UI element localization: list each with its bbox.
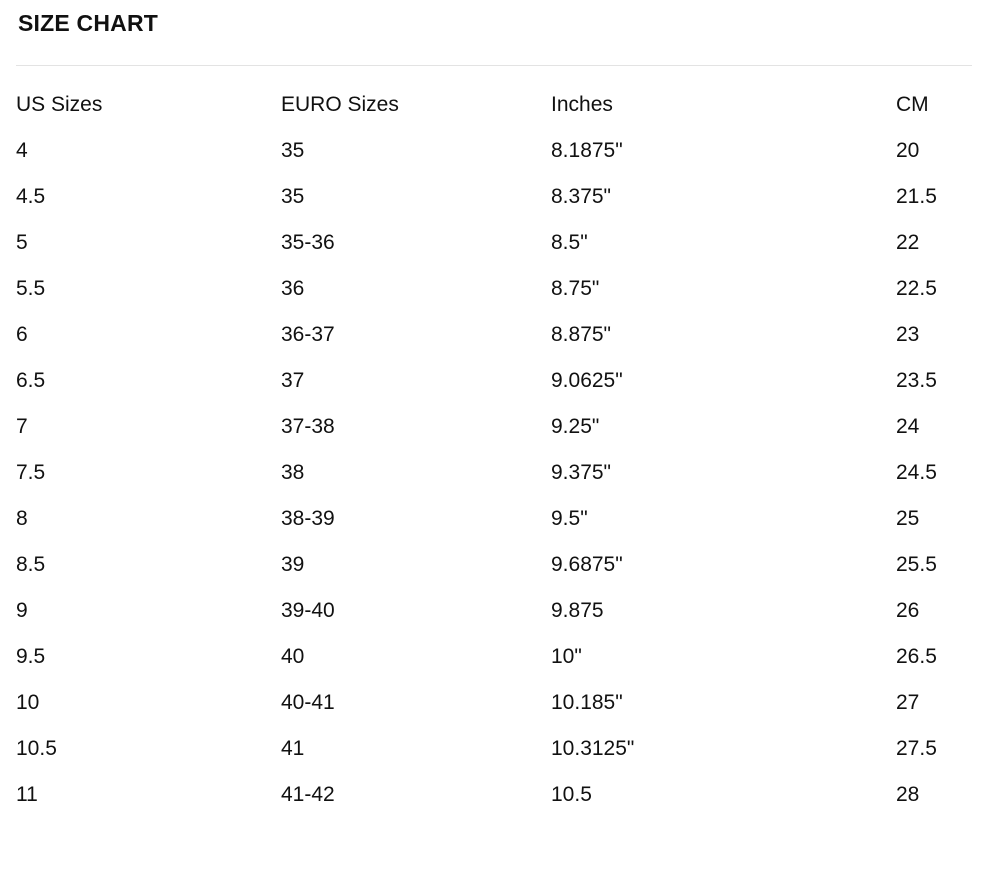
cell-cm: 23.5 [896, 369, 937, 392]
cell-euro-size: 37 [281, 369, 305, 392]
cell-us-size: 4 [16, 139, 28, 162]
cell-us-size: 10 [16, 691, 40, 714]
table-row [16, 174, 988, 220]
cell-euro-size: 39 [281, 553, 305, 576]
cell-us-size: 10.5 [16, 737, 57, 760]
table-row [16, 450, 988, 496]
page-title: SIZE CHART [18, 10, 158, 36]
cell-cm: 27 [896, 691, 920, 714]
cell-euro-size: 40 [281, 645, 305, 668]
cell-us-size: 9 [16, 599, 28, 622]
cell-inches: 10.185" [551, 691, 623, 714]
table-row [16, 404, 988, 450]
cell-inches: 9.875 [551, 599, 604, 622]
cell-inches: 10.5 [551, 783, 592, 806]
cell-us-size: 9.5 [16, 645, 46, 668]
cell-cm: 24 [896, 415, 920, 438]
cell-euro-size: 39-40 [281, 599, 335, 622]
cell-inches: 8.375" [551, 185, 612, 208]
cell-us-size: 6.5 [16, 369, 46, 392]
cell-cm: 21.5 [896, 185, 937, 208]
cell-inches: 8.875" [551, 323, 612, 346]
table-row [16, 772, 988, 818]
cell-cm: 26.5 [896, 645, 937, 668]
cell-us-size: 5 [16, 231, 28, 254]
table-row [16, 726, 988, 772]
cell-inches: 9.375" [551, 461, 612, 484]
cell-cm: 20 [896, 139, 920, 162]
cell-cm: 27.5 [896, 737, 937, 760]
table-row [16, 680, 988, 726]
table-row [16, 358, 988, 404]
cell-euro-size: 37-38 [281, 415, 335, 438]
table-row [16, 266, 988, 312]
cell-us-size: 7 [16, 415, 28, 438]
table-row [16, 634, 988, 680]
cell-inches: 9.0625" [551, 369, 623, 392]
cell-euro-size: 35 [281, 139, 305, 162]
table-row [16, 220, 988, 266]
cell-cm: 26 [896, 599, 920, 622]
cell-cm: 24.5 [896, 461, 937, 484]
column-header-cm: CM [896, 93, 929, 116]
table-row [16, 588, 988, 634]
table-row [16, 312, 988, 358]
cell-cm: 25 [896, 507, 920, 530]
cell-inches: 8.75" [551, 277, 600, 300]
cell-us-size: 8.5 [16, 553, 46, 576]
size-chart-table [16, 82, 988, 818]
cell-inches: 10" [551, 645, 582, 668]
cell-inches: 10.3125" [551, 737, 635, 760]
column-header-us-sizes: US Sizes [16, 93, 103, 116]
cell-euro-size: 38 [281, 461, 305, 484]
cell-cm: 22 [896, 231, 920, 254]
cell-inches: 8.1875" [551, 139, 623, 162]
cell-us-size: 7.5 [16, 461, 46, 484]
cell-euro-size: 35 [281, 185, 305, 208]
cell-euro-size: 41 [281, 737, 305, 760]
cell-inches: 9.25" [551, 415, 600, 438]
cell-us-size: 4.5 [16, 185, 46, 208]
cell-euro-size: 40-41 [281, 691, 335, 714]
cell-cm: 25.5 [896, 553, 937, 576]
cell-euro-size: 38-39 [281, 507, 335, 530]
cell-cm: 23 [896, 323, 920, 346]
cell-inches: 9.5" [551, 507, 588, 530]
title-divider [16, 65, 972, 66]
cell-euro-size: 36 [281, 277, 305, 300]
column-header-inches: Inches [551, 93, 613, 116]
cell-euro-size: 41-42 [281, 783, 335, 806]
table-body [16, 128, 988, 818]
cell-us-size: 8 [16, 507, 28, 530]
table-header [16, 82, 988, 128]
cell-us-size: 6 [16, 323, 28, 346]
table-row [16, 496, 988, 542]
size-chart-page [0, 10, 988, 818]
table-row [16, 542, 988, 588]
cell-inches: 9.6875" [551, 553, 623, 576]
table-header-row [16, 82, 988, 128]
table-row [16, 128, 988, 174]
cell-euro-size: 35-36 [281, 231, 335, 254]
column-header-euro-sizes: EURO Sizes [281, 93, 399, 116]
cell-inches: 8.5" [551, 231, 588, 254]
cell-cm: 28 [896, 783, 920, 806]
cell-us-size: 11 [16, 783, 38, 806]
cell-cm: 22.5 [896, 277, 937, 300]
cell-euro-size: 36-37 [281, 323, 335, 346]
cell-us-size: 5.5 [16, 277, 46, 300]
